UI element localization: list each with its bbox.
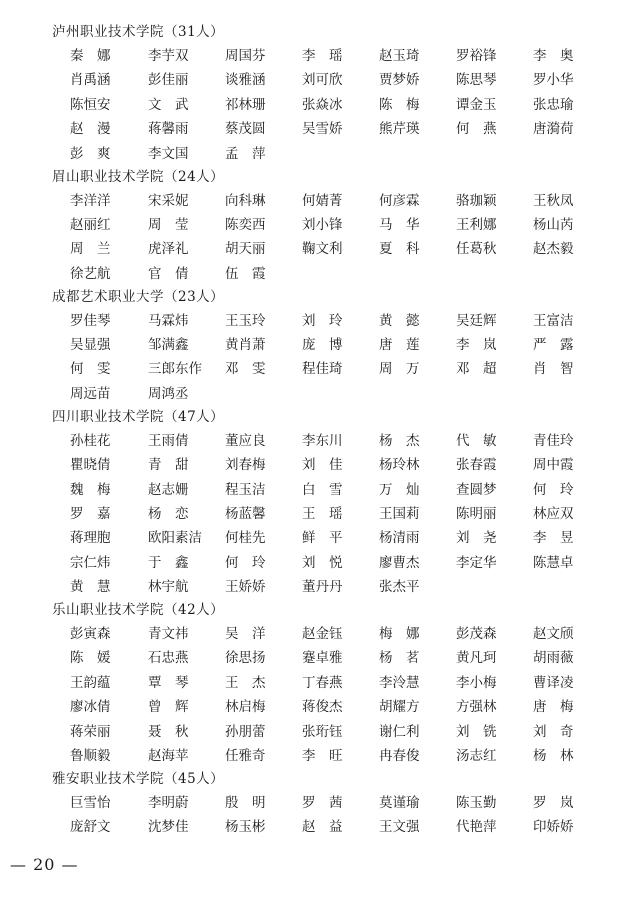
- student-name: 杨玲林: [379, 457, 420, 474]
- student-name: 庞 博: [302, 337, 343, 353]
- student-name: 孟 萍: [225, 145, 266, 162]
- student-name: 殷 明: [225, 794, 266, 811]
- student-name: 白 雪: [302, 481, 343, 498]
- student-name: 肖 智: [533, 361, 574, 378]
- student-name: 周国芬: [225, 48, 266, 64]
- student-name: 瞿晓倩: [70, 457, 111, 474]
- student-name: 石忠燕: [148, 650, 189, 667]
- student-name: 邓 雯: [225, 361, 266, 378]
- name-row: [52, 575, 612, 597]
- student-name: 向科琳: [225, 192, 266, 209]
- student-name: 吴显强: [70, 337, 111, 353]
- student-name: 陈思琴: [456, 72, 497, 89]
- student-name: 巨雪怡: [70, 794, 111, 811]
- student-name: 彭茂森: [456, 626, 497, 642]
- student-name: 彭佳丽: [148, 72, 189, 89]
- student-name: 青 甜: [148, 457, 189, 474]
- student-name: 青佳玲: [533, 432, 574, 449]
- student-name: 何婧菁: [302, 192, 343, 209]
- student-name: 罗佳琴: [70, 312, 111, 329]
- student-name: 李芋双: [148, 48, 189, 64]
- student-name: 刘可欣: [302, 72, 343, 89]
- student-name: 鞠文利: [302, 241, 343, 258]
- student-name: 李 奥: [533, 48, 574, 64]
- section-title: 眉山职业技术学院（24人）: [52, 168, 225, 185]
- student-name: 代 敏: [456, 432, 497, 449]
- student-name: 吴雪娇: [302, 121, 343, 138]
- student-name: 陈玉勤: [456, 794, 497, 811]
- student-name: 李泠慧: [379, 674, 420, 691]
- student-name: 李 瑶: [302, 48, 343, 64]
- section-title: 成都艺术职业大学（23人）: [52, 288, 225, 305]
- student-name: 刘春梅: [225, 457, 266, 474]
- name-row: [52, 117, 612, 139]
- name-row: [52, 646, 612, 668]
- student-name: 罗小华: [533, 72, 574, 89]
- student-name: 何 玲: [225, 554, 266, 571]
- student-name: 廖曹杰: [379, 554, 420, 571]
- student-name: 吴 洋: [225, 626, 266, 642]
- student-name: 曾 辉: [148, 699, 189, 716]
- name-row: [52, 237, 612, 259]
- student-name: 何 燕: [456, 121, 497, 138]
- name-row: [52, 695, 612, 717]
- student-name: 周鸿丞: [148, 385, 189, 402]
- student-name: 徐艺航: [70, 265, 111, 282]
- student-name: 何 玲: [533, 481, 574, 498]
- student-name: 聂 秋: [148, 723, 189, 740]
- name-row: [52, 720, 612, 742]
- student-name: 冉春俊: [379, 748, 420, 764]
- student-name: 刘 铣: [456, 723, 497, 740]
- student-name: 青文祎: [148, 626, 189, 642]
- student-name: 徐思扬: [225, 650, 266, 667]
- student-name: 谭金玉: [456, 96, 497, 113]
- name-row: [52, 309, 612, 331]
- student-name: 杨 恋: [148, 505, 189, 522]
- student-name: 赵金钰: [302, 626, 343, 642]
- name-row: [52, 189, 612, 211]
- student-name: 谈雅涵: [225, 72, 266, 89]
- student-name: 彭寅森: [70, 626, 111, 642]
- student-name: 官 倩: [148, 265, 189, 282]
- student-name: 丁春燕: [302, 674, 343, 691]
- student-name: 任葛秋: [456, 241, 497, 258]
- student-name: 文 武: [148, 96, 189, 113]
- student-name: 蒋荣丽: [70, 723, 111, 740]
- student-name: 李明蔚: [148, 794, 189, 811]
- student-name: 陈 媛: [70, 650, 111, 667]
- name-row: [52, 502, 612, 524]
- student-name: 杨 茗: [379, 650, 420, 667]
- name-row: [52, 262, 612, 284]
- student-name: 查圆梦: [456, 481, 497, 498]
- student-name: 梅 娜: [379, 626, 420, 642]
- student-name: 莫谨瑜: [379, 794, 420, 811]
- student-name: 蹇卓雅: [302, 650, 343, 667]
- student-name: 万 灿: [379, 481, 420, 498]
- student-name: 三郎东作: [148, 361, 202, 378]
- name-row: [52, 333, 612, 355]
- student-name: 周 兰: [70, 241, 111, 258]
- student-name: 刘 玲: [302, 312, 343, 329]
- student-name: 宗仁炜: [70, 554, 111, 571]
- name-row: [52, 478, 612, 500]
- student-name: 王雨倩: [148, 432, 189, 449]
- student-name: 伍 霞: [225, 265, 266, 282]
- student-name: 杨玉彬: [225, 819, 266, 836]
- student-name: 周远苗: [70, 385, 111, 402]
- name-row: [52, 815, 612, 837]
- student-name: 欧阳素洁: [148, 530, 202, 547]
- student-name: 刘 悦: [302, 554, 343, 571]
- student-name: 骆珈颖: [456, 192, 497, 209]
- student-name: 马 华: [379, 216, 420, 233]
- student-name: 陈明丽: [456, 505, 497, 522]
- student-name: 董应良: [225, 432, 266, 449]
- student-name: 李洋洋: [70, 192, 111, 209]
- student-name: 谢仁利: [379, 723, 420, 740]
- student-name: 邓 超: [456, 361, 497, 378]
- student-name: 董丹丹: [302, 579, 343, 596]
- student-name: 张珩钰: [302, 723, 343, 740]
- student-name: 吴廷辉: [456, 312, 497, 329]
- name-row: [52, 213, 612, 235]
- student-name: 周 莹: [148, 216, 189, 233]
- student-name: 林启梅: [225, 699, 266, 716]
- student-name: 唐 梅: [533, 699, 574, 716]
- student-name: 赵海苹: [148, 748, 189, 764]
- student-name: 严 露: [533, 337, 574, 353]
- page-number: — 20 —: [10, 855, 79, 874]
- student-name: 李文国: [148, 145, 189, 162]
- student-name: 赵文颀: [533, 626, 574, 642]
- student-name: 孙朋蕾: [225, 723, 266, 740]
- student-name: 胡耀方: [379, 699, 420, 716]
- student-name: 代艳萍: [456, 819, 497, 836]
- student-name: 唐漪荷: [533, 121, 574, 138]
- student-name: 周中霞: [533, 457, 574, 474]
- student-name: 张杰平: [379, 579, 420, 596]
- student-name: 杨清雨: [379, 530, 420, 547]
- student-name: 张春霞: [456, 457, 497, 474]
- student-name: 陈奕西: [225, 216, 266, 233]
- student-name: 何 雯: [70, 361, 111, 378]
- student-name: 王 瑶: [302, 505, 343, 522]
- student-name: 肖禹涵: [70, 72, 111, 89]
- student-name: 王 杰: [225, 674, 266, 691]
- student-name: 王玉玲: [225, 312, 266, 329]
- name-row: [52, 744, 612, 766]
- student-name: 罗 岚: [533, 794, 574, 811]
- name-row: [52, 622, 612, 644]
- student-name: 胡雨薇: [533, 650, 574, 667]
- student-name: 彭 爽: [70, 145, 111, 162]
- student-name: 蔡茂圆: [225, 121, 266, 138]
- student-name: 刘 佳: [302, 457, 343, 474]
- name-row: [52, 429, 612, 451]
- student-name: 覃 琴: [148, 674, 189, 691]
- student-name: 张忠瑜: [533, 96, 574, 113]
- name-row: [52, 551, 612, 573]
- student-name: 张焱冰: [302, 96, 343, 113]
- student-name: 罗 嘉: [70, 505, 111, 522]
- student-name: 王文强: [379, 819, 420, 836]
- student-name: 刘小锋: [302, 216, 343, 233]
- student-name: 鲁顺毅: [70, 748, 111, 764]
- student-name: 李定华: [456, 554, 497, 571]
- student-name: 赵丽红: [70, 216, 111, 233]
- student-name: 赵志姗: [148, 481, 189, 498]
- student-name: 沈梦佳: [148, 819, 189, 836]
- student-name: 林宇航: [148, 579, 189, 596]
- student-name: 林应双: [533, 505, 574, 522]
- name-row: [52, 93, 612, 115]
- student-name: 夏 科: [379, 241, 420, 258]
- name-row: [52, 453, 612, 475]
- student-name: 祁林珊: [225, 96, 266, 113]
- name-row: [52, 526, 612, 548]
- student-name: 于 鑫: [148, 554, 189, 571]
- student-name: 王利娜: [456, 216, 497, 233]
- student-name: 蒋俊杰: [302, 699, 343, 716]
- student-name: 王秋凤: [533, 192, 574, 209]
- student-name: 黄 慧: [70, 579, 111, 596]
- name-row: [52, 142, 612, 164]
- student-name: 宋采妮: [148, 192, 189, 209]
- student-name: 王国莉: [379, 505, 420, 522]
- student-name: 唐 莲: [379, 337, 420, 353]
- name-row: [52, 357, 612, 379]
- student-name: 杨蓝馨: [225, 505, 266, 522]
- student-name: 杨 林: [533, 748, 574, 764]
- student-name: 庞舒文: [70, 819, 111, 836]
- student-name: 虎泽礼: [148, 241, 189, 258]
- student-name: 鲜 平: [302, 530, 343, 547]
- student-name: 任雅奇: [225, 748, 266, 764]
- student-name: 李 旺: [302, 748, 343, 764]
- student-name: 杨 杰: [379, 432, 420, 449]
- student-name: 方强林: [456, 699, 497, 716]
- section-title: 乐山职业技术学院（42人）: [52, 602, 225, 618]
- student-name: 马霖炜: [148, 312, 189, 329]
- student-name: 赵杰毅: [533, 241, 574, 258]
- student-name: 王富洁: [533, 312, 574, 329]
- section-title: 雅安职业技术学院（45人）: [52, 770, 225, 787]
- student-name: 王娇娇: [225, 579, 266, 596]
- student-name: 赵玉琦: [379, 48, 420, 64]
- student-name: 陈恒安: [70, 96, 111, 113]
- student-name: 程佳琦: [302, 361, 343, 378]
- student-name: 李 岚: [456, 337, 497, 353]
- name-row: [52, 791, 612, 813]
- name-row: [52, 44, 612, 66]
- student-name: 陈 梅: [379, 96, 420, 113]
- student-name: 黄肖萧: [225, 337, 266, 353]
- student-name: 罗裕锋: [456, 48, 497, 64]
- student-name: 罗 茜: [302, 794, 343, 811]
- student-name: 廖冰倩: [70, 699, 111, 716]
- student-name: 邹满鑫: [148, 337, 189, 353]
- student-name: 贾梦娇: [379, 72, 420, 89]
- student-name: 熊芹瑛: [379, 121, 420, 138]
- student-name: 曹译凌: [533, 674, 574, 691]
- student-name: 胡天丽: [225, 241, 266, 258]
- name-row: [52, 68, 612, 90]
- student-name: 赵 益: [302, 819, 343, 836]
- student-name: 杨山芮: [533, 216, 574, 233]
- student-name: 刘 奇: [533, 723, 574, 740]
- student-name: 李东川: [302, 432, 343, 449]
- name-row: [52, 382, 612, 404]
- section-title: 四川职业技术学院（47人）: [52, 408, 225, 425]
- name-row: [52, 671, 612, 693]
- student-name: 印娇娇: [533, 819, 574, 836]
- student-name: 蒋馨雨: [148, 121, 189, 138]
- student-name: 孙桂花: [70, 432, 111, 449]
- student-name: 汤志红: [456, 748, 497, 764]
- student-name: 李小梅: [456, 674, 497, 691]
- student-name: 王韵蕴: [70, 674, 111, 691]
- student-name: 蒋理胞: [70, 530, 111, 547]
- student-name: 黄 懿: [379, 312, 420, 329]
- student-name: 魏 梅: [70, 481, 111, 498]
- student-name: 李 昱: [533, 530, 574, 547]
- student-name: 何彦霖: [379, 192, 420, 209]
- student-name: 周 万: [379, 361, 420, 378]
- section-title: 泸州职业技术学院（31人）: [52, 24, 225, 40]
- student-name: 赵 漫: [70, 121, 111, 138]
- student-name: 秦 娜: [70, 48, 111, 64]
- student-name: 黄凡珂: [456, 650, 497, 667]
- student-name: 刘 尧: [456, 530, 497, 547]
- student-name: 程玉洁: [225, 481, 266, 498]
- student-name: 何桂先: [225, 530, 266, 547]
- student-name: 陈慧卓: [533, 554, 574, 571]
